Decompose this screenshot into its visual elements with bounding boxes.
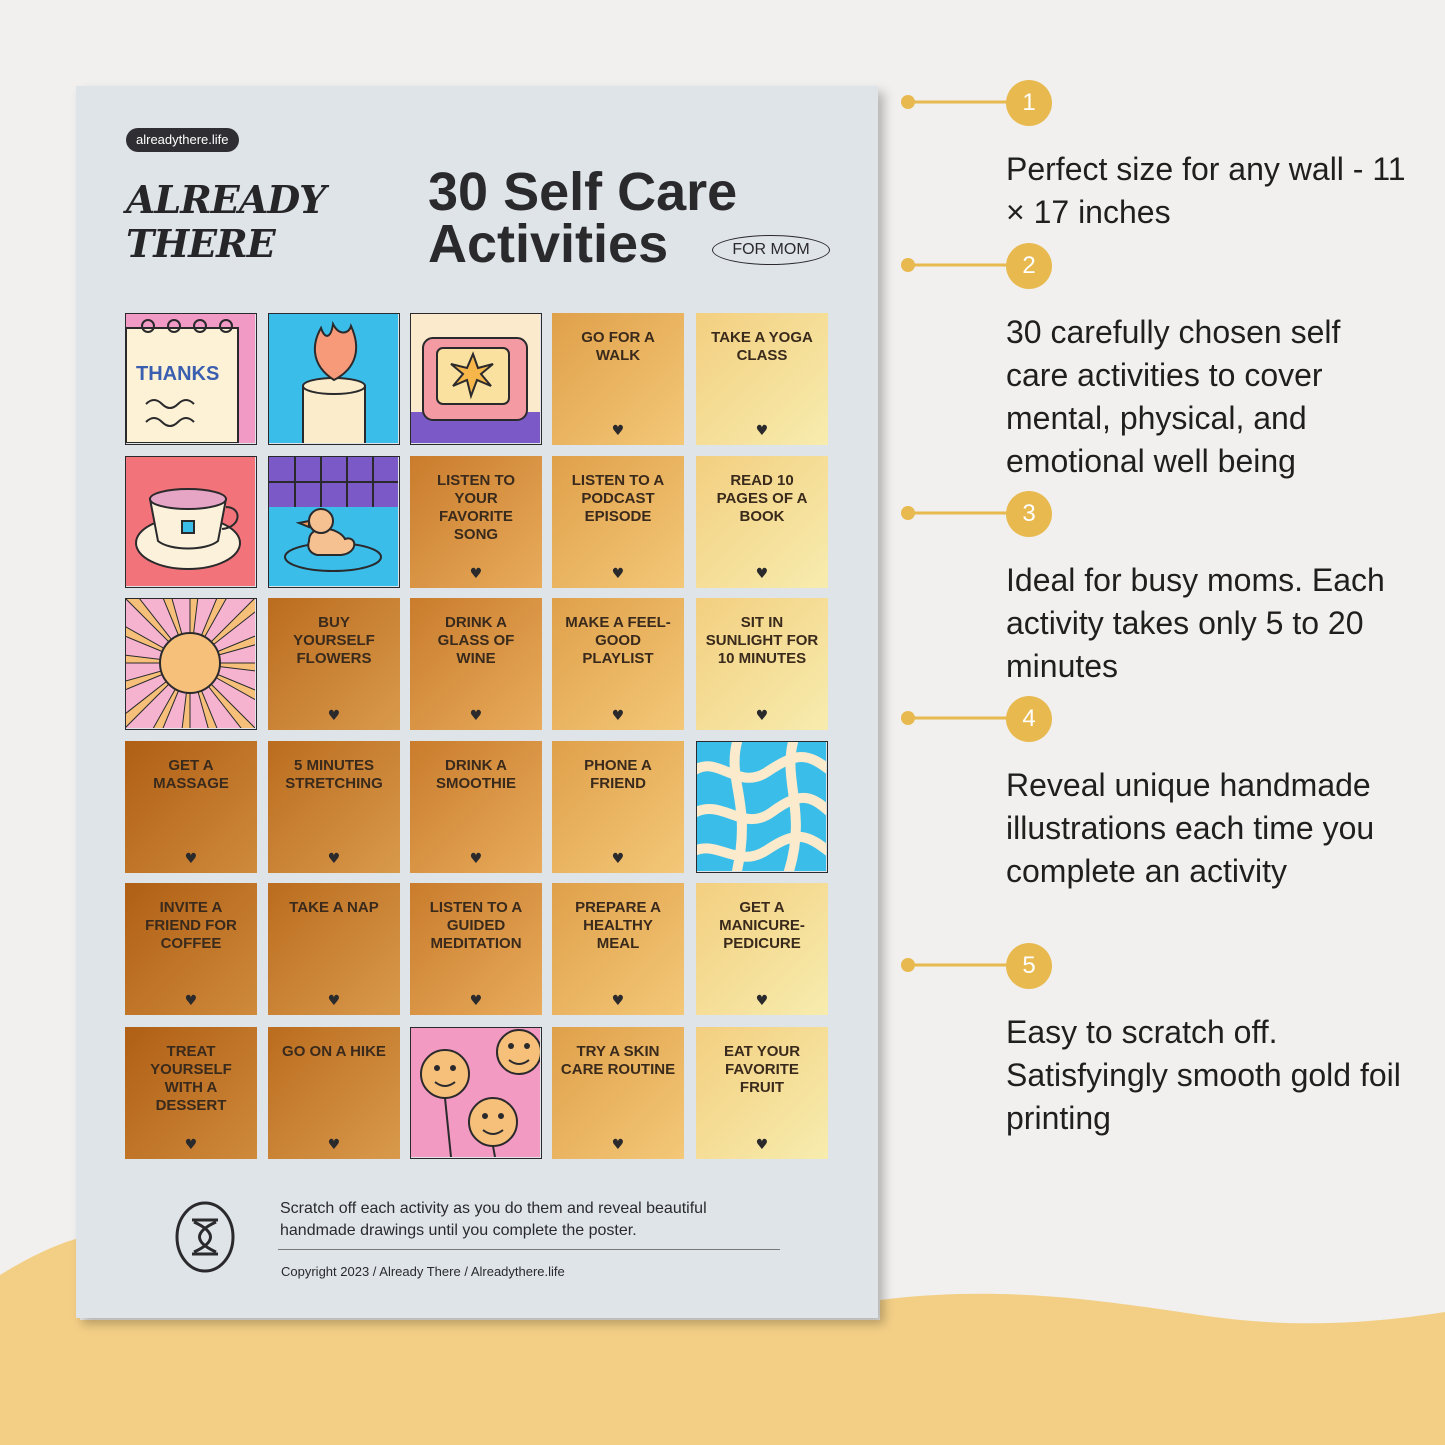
heart-icon: ♥ [755,566,769,582]
poster-title [428,162,738,274]
feature-description: Perfect size for any wall - 11 × 17 inches [1006,151,1406,230]
heart-icon: ♥ [184,1137,198,1153]
heart-icon: ♥ [327,708,341,724]
heart-icon: ♥ [755,708,769,724]
footer-divider [278,1249,780,1250]
revealed-illustration-tile[interactable] [125,313,257,445]
svg-text:THANKS: THANKS [136,363,220,385]
scratch-tile[interactable] [552,456,684,588]
candle-icon [269,314,399,443]
scratch-tile[interactable] [125,1027,257,1159]
heart-icon: ♥ [184,851,198,867]
scratch-tile[interactable] [696,1027,828,1159]
scratch-tile[interactable] [552,883,684,1015]
activity-label: LISTEN TO A PODCAST EPISODE [571,472,665,525]
activity-label: DRINK A SMOOTHIE [435,757,516,792]
activity-label: TAKE A NAP [289,899,379,916]
heart-icon: ♥ [611,993,625,1009]
activity-label: TRY A SKIN CARE ROUTINE [560,1043,676,1078]
heart-icon: ♥ [327,993,341,1009]
scratch-tile[interactable] [696,883,828,1015]
revealed-illustration-tile[interactable] [268,313,400,445]
heart-icon: ♥ [611,851,625,867]
scratch-tile[interactable] [552,1027,684,1159]
revealed-illustration-tile[interactable] [125,598,257,730]
connector-line [900,955,1010,975]
heart-icon: ♥ [611,1137,625,1153]
copyright: Copyright 2023 / Already There / Alreadythere.life [281,1264,565,1279]
scratch-tile[interactable] [696,598,828,730]
heart-icon: ♥ [755,993,769,1009]
scratch-tile[interactable] [125,883,257,1015]
teacup-icon [126,457,256,586]
scratch-tile[interactable] [696,456,828,588]
heart-icon: ♥ [184,993,198,1009]
thanks-notepad-icon [126,314,256,443]
activity-label: PHONE A FRIEND [584,757,652,792]
scratch-tile[interactable] [410,741,542,873]
activity-label: MAKE A FEEL-GOOD PLAYLIST [565,614,671,667]
heart-icon: ♥ [611,423,625,439]
title-line-1: 30 Self Care [428,162,738,222]
scratch-tile[interactable] [552,598,684,730]
feature-number-badge: 1 [1006,80,1052,126]
smiley-balloons-icon [411,1028,541,1157]
activity-label: GO FOR A WALK [581,329,655,364]
rubber-duck-icon [269,457,399,586]
heart-icon: ♥ [469,993,483,1009]
feature-description: Easy to scratch off. Satisfyingly smooth gold foil printing [1006,1014,1401,1136]
poster [76,86,878,1318]
activity-label: GET A MASSAGE [153,757,229,792]
feature-description: Ideal for busy moms. Each activity takes only 5 to 20 minutes [1006,562,1385,684]
heart-icon: ♥ [327,851,341,867]
activity-label: 5 MINUTES STRETCHING [285,757,383,792]
revealed-illustration-tile[interactable] [125,456,257,588]
site-pill: alreadythere.life [126,128,239,152]
scratch-tile[interactable] [268,741,400,873]
connector-line [900,503,1010,523]
revealed-illustration-tile[interactable] [410,1027,542,1159]
revealed-illustration-tile[interactable] [410,313,542,445]
scratch-tile[interactable] [268,1027,400,1159]
feature-number-badge: 5 [1006,943,1052,989]
heart-icon: ♥ [755,423,769,439]
scratch-tile[interactable] [410,456,542,588]
heart-icon: ♥ [469,851,483,867]
heart-icon: ♥ [327,1137,341,1153]
title-line-2: Activities [428,214,669,274]
feature-number-badge: 2 [1006,243,1052,289]
activity-label: INVITE A FRIEND FOR COFFEE [145,899,237,952]
revealed-illustration-tile[interactable] [696,741,828,873]
scratch-tile[interactable] [552,313,684,445]
feature-description: Reveal unique handmade illustrations each time you complete an activity [1006,767,1375,889]
heart-icon: ♥ [755,1137,769,1153]
activity-label: PREPARE A HEALTHY MEAL [575,899,661,952]
for-mom-badge: FOR MOM [712,235,830,265]
connector-line [900,708,1010,728]
revealed-illustration-tile[interactable] [268,456,400,588]
scratch-tile[interactable] [268,883,400,1015]
feature-description: 30 carefully chosen self care activities to cover mental, physical, and emotional well being [1006,314,1341,479]
activity-label: BUY YOURSELF FLOWERS [293,614,375,667]
scratch-tile[interactable] [410,883,542,1015]
feature-number-badge: 3 [1006,491,1052,537]
connector-line [900,255,1010,275]
scratch-tile[interactable] [696,313,828,445]
scratch-tile[interactable] [552,741,684,873]
activity-label: TREAT YOURSELF WITH A DESSERT [150,1043,232,1114]
footer-instructions: Scratch off each activity as you do them and reveal beautiful handmade drawings until you complete the poster. [280,1200,707,1239]
activity-grid [125,313,828,1161]
heart-icon: ♥ [611,708,625,724]
brand-logo: ALREADY THERE [126,177,326,266]
activity-label: EAT YOUR FAVORITE FRUIT [723,1043,801,1096]
activity-label: GET A MANICURE-PEDICURE [719,899,805,952]
heart-icon: ♥ [611,566,625,582]
feature-number-badge: 4 [1006,696,1052,742]
scratch-tile[interactable] [410,598,542,730]
retro-tv-icon [411,314,541,443]
scratch-tile[interactable] [125,741,257,873]
sun-icon [126,599,256,728]
scratch-tile[interactable] [268,598,400,730]
activity-label: LISTEN TO YOUR FAVORITE SONG [436,472,516,543]
heart-icon: ♥ [469,566,483,582]
heart-icon: ♥ [469,708,483,724]
activity-label: GO ON A HIKE [282,1043,386,1060]
activity-label: READ 10 PAGES OF A BOOK [716,472,808,525]
footer-logo-icon [174,1200,236,1274]
activity-label: TAKE A YOGA CLASS [711,329,813,364]
activity-label: LISTEN TO A GUIDED MEDITATION [429,899,523,952]
activity-label: DRINK A GLASS OF WINE [437,614,515,667]
water-pattern-icon [697,742,827,871]
connector-line [900,92,1010,112]
activity-label: SIT IN SUNLIGHT FOR 10 MINUTES [705,614,819,667]
